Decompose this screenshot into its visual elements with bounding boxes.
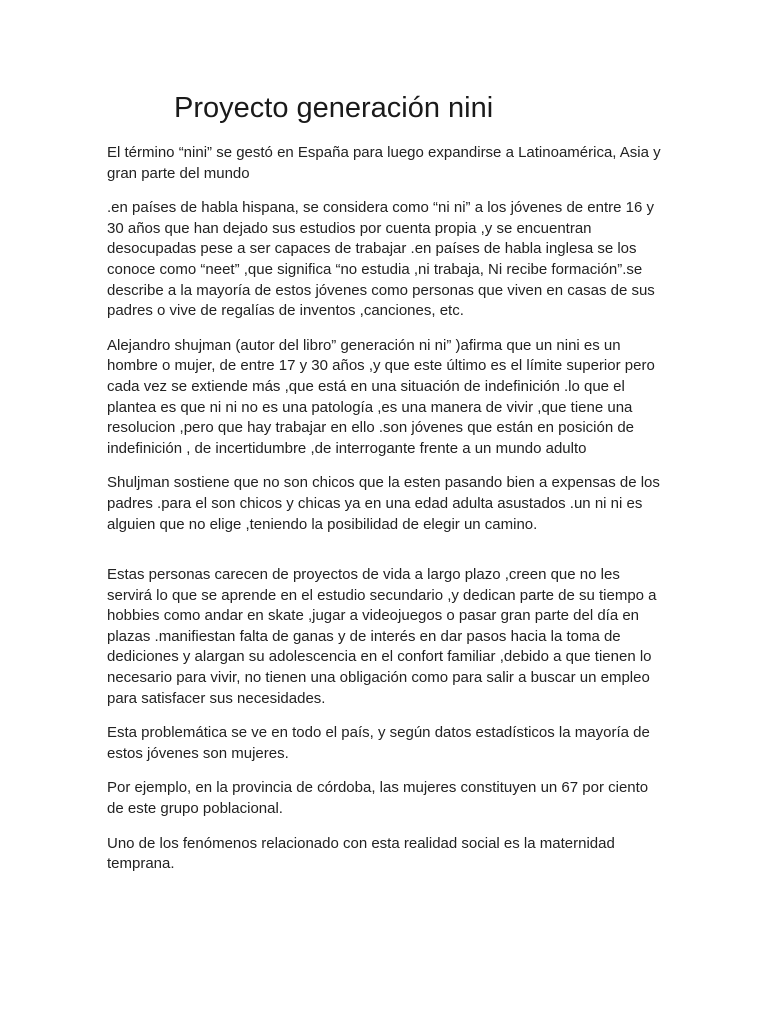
- paragraph-nini-origin: El término “nini” se gestó en España para luego expandirse a Latinoamérica, Asia y gran parte del mundo: [107, 144, 661, 182]
- paragraph-definition: .en países de habla hispana, se considera como “ni ni” a los jóvenes de entre 16 y 30 años que han dejado sus estudios por cuenta propia ,y se encuentran desocupadas pese a ser capaces de trabajar .en países de habla inglesa se los conoce como “neet” ,que significa “no estudia ,ni trabaja, Ni recibe formación”.se describe a la mayoría de estos jóvenes como personas que viven en casas de sus padres o vive de regalías de inventos ,canciones, etc.: [107, 199, 655, 320]
- paragraph-shuljman-opinion: Shuljman sostiene que no son chicos que la esten pasando bien a expensas de los padres .para el son chicos y chicas ya en una edad adulta asustados .un ni ni es alguien que no elige ,teniendo la posibilidad de elegir un camino.: [107, 474, 660, 533]
- paragraph-shujman-author: Alejandro shujman (autor del libro” generación ni ni” )afirma que un nini es un hombre o mujer, de entre 17 y 30 años ,y que este último es el límite superior pero cada vez se extiende más ,que está en una situación de indefinición .lo que el plantea es que ni ni no es una patología ,es una manera de vivir ,que tiene una resolucion ,pero que hay trabajar en ello .son jóvenes que están en posición de indefinición , de incertidumbre ,de interrogante frente a un mundo adulto: [107, 336, 655, 457]
- paragraph-cordoba-example: Por ejemplo, en la provincia de córdoba, las mujeres constituyen un 67 por ciento de este grupo poblacional.: [107, 779, 649, 818]
- document-body: [107, 143, 667, 889]
- paragraph-statistics: Esta problemática se ve en todo el país, y según datos estadísticos la mayoría de estos jóvenes son mujeres.: [107, 724, 650, 762]
- paragraph-early-maternity: Uno de los fenómenos relacionado con esta realidad social es la maternidad temprana.: [107, 834, 615, 873]
- paragraph-life-projects: Estas personas carecen de proyectos de vida a largo plazo ,creen que no les servirá lo que se aprende en el estudio secundario ,y dedican parte de su tiempo a hobbies como andar en skate ,jugar a videojuegos o pasar gran parte del día en plazas .manifiestan falta de ganas y de interés en dar pasos hacia la toma de dediciones y alargan su adolescencia en el confort familiar ,debido a que tienen lo necesario para vivir, no tienen una obligación como para salir a buscar un empleo para satisfacer sus necesidades.: [107, 566, 657, 707]
- document-title: Proyecto generación nini: [174, 92, 494, 124]
